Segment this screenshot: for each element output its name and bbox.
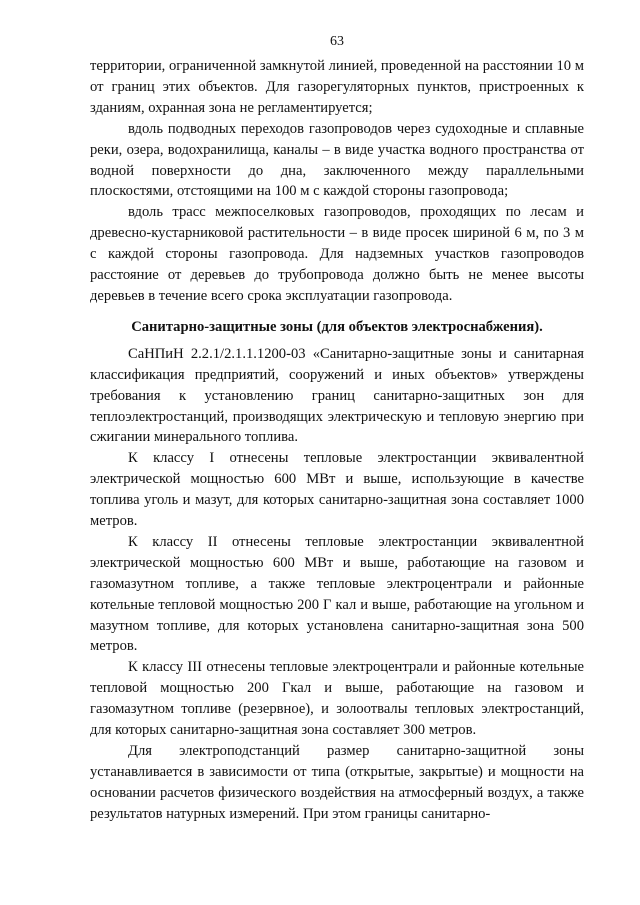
page-number: 63 xyxy=(330,34,344,49)
paragraph-class-2: К классу II отнесены тепловые электростанции эквивалентной электрической мощностью 600 МВт и выше, работающие на газовом и газомазутном топливе, а также тепловые электроцентрали и районные котельные тепловой мощностью 200 Г кал и выше, работающие на угольном и мазутном топливе, для которых установлена санитарно-защитная зона 500 метров. xyxy=(90,533,584,655)
paragraph-underwater-crossings: вдоль подводных переходов газопроводов через судоходные и сплавные реки, озера, водохранилища, каналы – в виде участка водного пространства от водной поверхности до дна, заключенного между параллельными плоскостями, отстоящими на 100 м с каждой стороны газопровода; xyxy=(90,120,584,200)
paragraph-gas-regulator-zone: территории, ограниченной замкнутой линией, проведенной на расстоянии 10 м от границ этих объектов. Для газорегуляторных пунктов, пристроенных к зданиям, охранная зона не регламентируется; xyxy=(90,58,584,116)
paragraph-class-3: К классу III отнесены тепловые электроцентрали и районные котельные тепловой мощностью 200 Гкал и выше, работающие на газовом и газомазутном топливе (резервное), и золоотвалы тепловых электростанций, для которых санитарно-защитная зона составляет 300 метров. xyxy=(90,659,584,739)
paragraph-sanpin: СаНПиН 2.2.1/2.1.1.1200-03 «Санитарно-защитные зоны и санитарная классификация предприятий, сооружений и иных объектов» утверждены требования к установлению границ санитарно-защитных зон для теплоэлектростанций, производящих электрическую и тепловую энергию при сжигании минерального топлива. xyxy=(90,345,584,446)
section-heading: Санитарно-защитные зоны (для объектов электроснабжения). xyxy=(131,318,543,335)
paragraph-substations: Для электроподстанций размер санитарно-защитной зоны устанавливается в зависимости от типа (открытые, закрытые) и мощности на основании расчетов физического воздействия на атмосферный воздух, а также результатов натурных измерений. При этом границы санитарно- xyxy=(90,743,584,822)
paragraph-forest-routes: вдоль трасс межпоселковых газопроводов, проходящих по лесам и древесно-кустарниковой растительности – в виде просек шириной 6 м, по 3 м с каждой стороны газопровода. Для надземных участков газопроводов расстояние от деревьев до трубопровода должно быть не менее высоты деревьев в течение всего срока эксплуатации газопровода. xyxy=(90,204,584,304)
paragraph-class-1: К классу I отнесены тепловые электростанции эквивалентной электрической мощностью 600 МВт и выше, использующие в качестве топлива уголь и мазут, для которых санитарно-защитная зона составляет 1000 метров. xyxy=(90,450,584,530)
document-page xyxy=(90,32,584,825)
